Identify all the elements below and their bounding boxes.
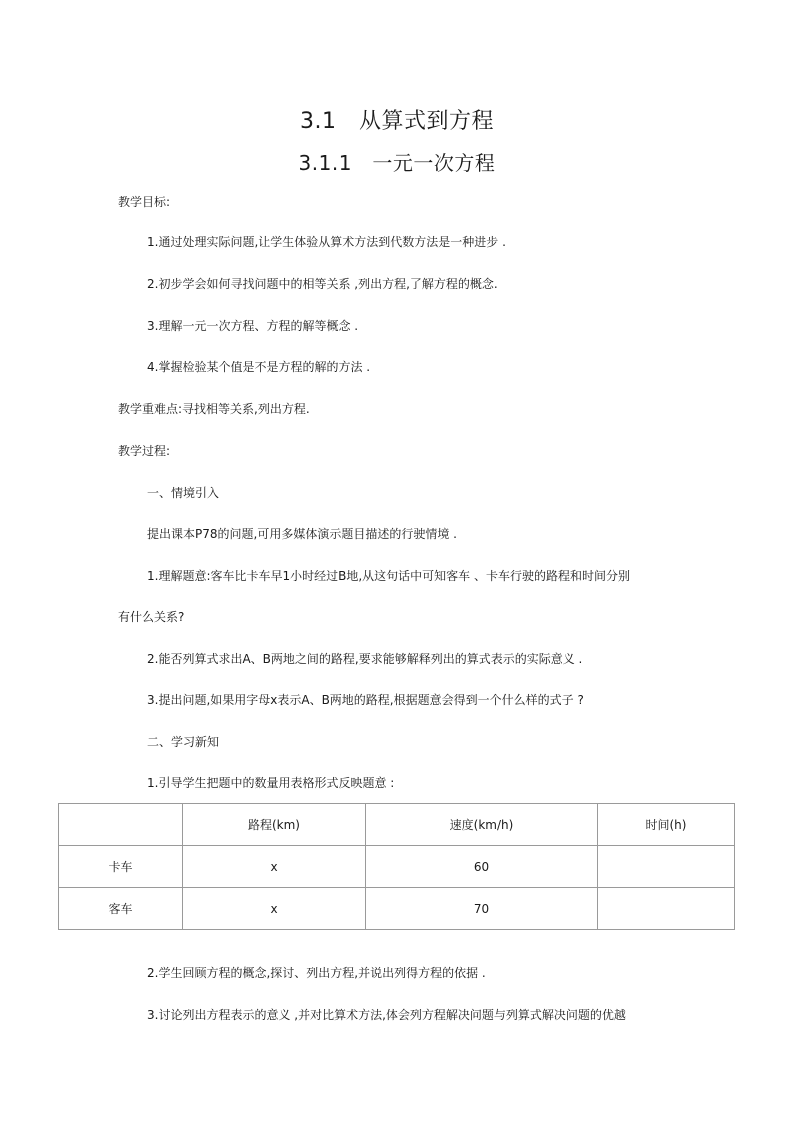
objective-item: 1.通过处理实际问题,让学生体验从算术方法到代数方法是一种进步 . xyxy=(147,235,506,249)
objectives-heading: 教学目标: xyxy=(118,195,171,209)
table-header-cell: 速度(km/h) xyxy=(366,804,598,846)
page-title: 3.1 从算式到方程 xyxy=(300,109,494,134)
paragraph: 3.讨论列出方程表示的意义 ,并对比算术方法,体会列方程解决问题与列算式解决问题的优越 xyxy=(147,1008,626,1022)
table-row xyxy=(59,846,735,888)
key-points: 教学重难点:寻找相等关系,列出方程. xyxy=(118,402,310,416)
paragraph: 3.提出问题,如果用字母x表示A、B两地的路程,根据题意会得到一个什么样的式子 ? xyxy=(147,693,584,707)
paragraph: 1.引导学生把题中的数量用表格形式反映题意 : xyxy=(147,776,395,790)
table-header-row xyxy=(59,804,735,846)
paragraph: 1.理解题意:客车比卡车早1小时经过B地,从这句话中可知客车 、卡车行驶的路程和时间分别 xyxy=(147,569,630,583)
table-row xyxy=(59,888,735,930)
objective-item: 4.掌握检验某个值是不是方程的解的方法 . xyxy=(147,360,371,374)
quantity-table xyxy=(58,803,735,930)
section-heading: 二、学习新知 xyxy=(147,735,220,749)
table-cell: 客车 xyxy=(59,888,183,930)
objective-item: 3.理解一元一次方程、方程的解等概念 . xyxy=(147,319,359,333)
table-cell xyxy=(598,846,735,888)
page-subtitle: 3.1.1 一元一次方程 xyxy=(298,151,496,175)
table-cell: 60 xyxy=(366,846,598,888)
paragraph: 2.能否列算式求出A、B两地之间的路程,要求能够解释列出的算式表示的实际意义 . xyxy=(147,652,583,666)
process-heading: 教学过程: xyxy=(118,444,171,458)
paragraph: 提出课本P78的问题,可用多媒体演示题目描述的行驶情境 . xyxy=(147,527,457,541)
paragraph: 2.学生回顾方程的概念,探讨、列出方程,并说出列得方程的依据 . xyxy=(147,966,486,980)
table-cell: 70 xyxy=(366,888,598,930)
table-cell: 卡车 xyxy=(59,846,183,888)
paragraph: 有什么关系? xyxy=(118,610,185,624)
table-header-cell: 时间(h) xyxy=(598,804,735,846)
table-cell: x xyxy=(183,888,366,930)
objective-item: 2.初步学会如何寻找问题中的相等关系 ,列出方程,了解方程的概念. xyxy=(147,277,498,291)
table-header-cell: 路程(km) xyxy=(183,804,366,846)
table-cell: x xyxy=(183,846,366,888)
table-header-cell xyxy=(59,804,183,846)
table-cell xyxy=(598,888,735,930)
section-heading: 一、情境引入 xyxy=(147,486,220,500)
